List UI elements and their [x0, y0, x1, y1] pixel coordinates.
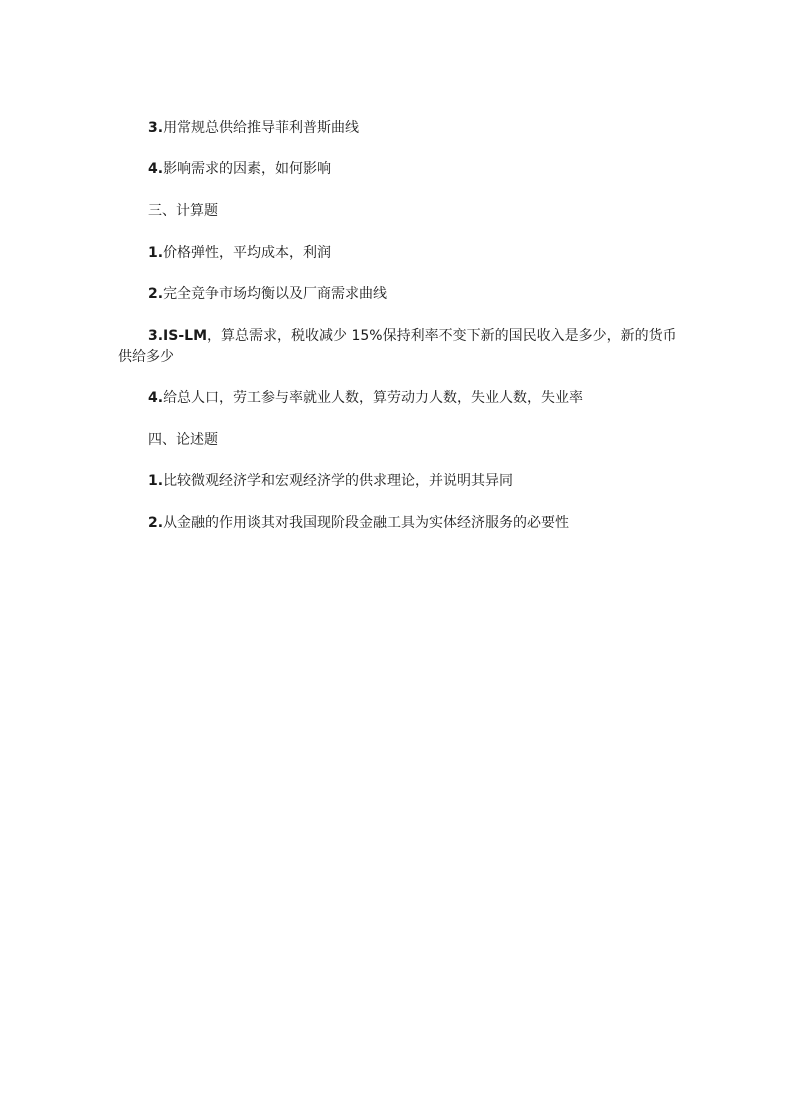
item-number: 1.	[148, 245, 164, 261]
section-heading	[118, 201, 678, 222]
list-item	[118, 471, 678, 492]
heading-text: 四、论述题	[148, 432, 218, 448]
list-item	[118, 159, 678, 180]
item-number: 4.	[148, 390, 164, 406]
list-item	[118, 326, 678, 368]
list-item	[118, 513, 678, 534]
item-number: 1.	[148, 473, 164, 489]
list-item	[118, 243, 678, 264]
item-number: 3.	[148, 120, 164, 136]
section-heading	[118, 430, 678, 451]
item-text: 比较微观经济学和宏观经济学的供求理论，并说明其异同	[163, 473, 514, 489]
item-text: 影响需求的因素，如何影响	[163, 161, 332, 177]
item-text: ，算总需求，税收减少 15%保持利率不变下新的国民收入是多少，新的货币供给多少	[118, 328, 677, 365]
item-text: 价格弹性，平均成本，利润	[163, 245, 332, 261]
list-item	[118, 118, 678, 139]
item-number: 2.	[148, 515, 164, 531]
item-number: 3.IS-LM	[148, 328, 208, 344]
heading-text: 三、计算题	[148, 203, 218, 219]
item-number: 2.	[148, 286, 164, 302]
list-item	[118, 284, 678, 305]
item-text: 给总人口，劳工参与率就业人数，算劳动力人数，失业人数，失业率	[163, 390, 584, 406]
item-text: 完全竞争市场均衡以及厂商需求曲线	[163, 286, 388, 302]
item-text: 从金融的作用谈其对我国现阶段金融工具为实体经济服务的必要性	[163, 515, 570, 531]
list-item	[118, 388, 678, 409]
item-text: 用常规总供给推导菲利普斯曲线	[163, 120, 360, 136]
item-number: 4.	[148, 161, 164, 177]
